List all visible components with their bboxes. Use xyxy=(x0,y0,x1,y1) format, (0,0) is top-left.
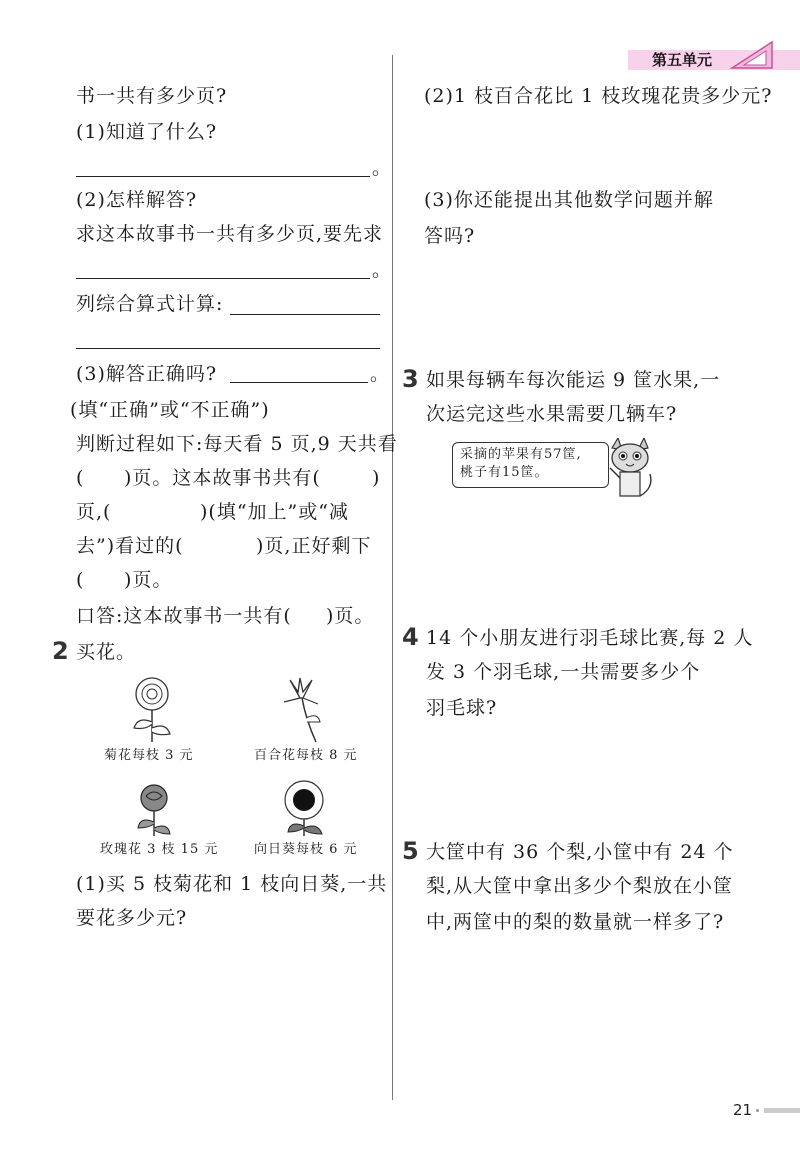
column-divider xyxy=(392,55,393,1100)
text-line: )(填“加上”或“减 xyxy=(200,501,349,523)
text-line: 书一共有多少页? xyxy=(76,85,228,107)
oral-answer: 口答:这本故事书一共有( xyxy=(76,605,292,627)
question-4-text-cont: 羽毛球? xyxy=(426,697,498,719)
question-3-text: 如果每辆车每次能运 9 筐水果,一 xyxy=(426,369,721,391)
sub-question-3-cont: 答吗? xyxy=(424,225,476,247)
oral-answer-end: )页。 xyxy=(326,605,375,627)
paren-open: ( xyxy=(76,569,85,591)
answer-blank[interactable] xyxy=(76,278,370,279)
question-number: 5 xyxy=(402,837,419,865)
chrysanthemum-image xyxy=(124,676,180,744)
text-line: )页。 xyxy=(124,569,173,591)
question-5-text-cont: 梨,从大筐中拿出多少个梨放在小筐 xyxy=(426,875,734,897)
question-3-text-cont: 次运完这些水果需要几辆车? xyxy=(426,403,678,425)
question-1-label: (1)知道了什么? xyxy=(76,121,218,143)
period: 。 xyxy=(372,157,393,179)
question-2-label: (2)怎样解答? xyxy=(76,189,198,211)
text-line: )页。这本故事书共有( xyxy=(124,467,321,489)
squirrel-character-icon xyxy=(604,438,656,504)
sunflower-caption: 向日葵每枝 6 元 xyxy=(254,842,358,857)
lily-image xyxy=(276,676,326,744)
period: 。 xyxy=(372,259,393,281)
rose-image xyxy=(132,782,178,838)
text-line: 判断过程如下:每天看 5 页,9 天共看 xyxy=(76,433,398,455)
question-5-text-cont: 中,两筐中的梨的数量就一样多了? xyxy=(426,911,725,933)
question-number: 3 xyxy=(402,365,419,393)
formula-blank[interactable] xyxy=(76,348,380,349)
page-number: 21 xyxy=(733,1101,753,1119)
paren-open: ( xyxy=(76,467,85,489)
question-4-text: 14 个小朋友进行羽毛球比赛,每 2 人 xyxy=(426,627,754,649)
unit-label: 第五单元 xyxy=(652,51,713,69)
chrysanthemum-caption: 菊花每枝 3 元 xyxy=(104,748,194,763)
question-5-text: 大筐中有 36 个梨,小筐中有 24 个 xyxy=(426,841,734,863)
sub-question-1-cont: 要花多少元? xyxy=(76,907,188,929)
text-line: 去”)看过的( xyxy=(76,535,184,557)
period: 。 xyxy=(370,363,391,385)
sub-question-1: (1)买 5 枝菊花和 1 枝向日葵,一共 xyxy=(76,873,388,895)
sunflower-image xyxy=(280,778,330,838)
speech-text: 桃子有15筐。 xyxy=(460,465,549,480)
answer-blank[interactable] xyxy=(230,382,368,383)
sub-question-3: (3)你还能提出其他数学问题并解 xyxy=(424,189,714,211)
formula-blank[interactable] xyxy=(230,314,380,315)
text-line: 求这本故事书一共有多少页,要先求 xyxy=(76,223,384,245)
question-title: 买花。 xyxy=(76,641,137,663)
question-3-label: (3)解答正确吗? xyxy=(76,363,218,385)
rose-caption: 玫瑰花 3 枝 15 元 xyxy=(100,842,219,857)
text-line: 页,( xyxy=(76,501,112,523)
speech-text: 采摘的苹果有57筐, xyxy=(460,447,582,462)
question-number: 2 xyxy=(52,637,69,665)
answer-blank[interactable] xyxy=(76,176,370,177)
question-4-text-cont: 发 3 个羽毛球,一共需要多少个 xyxy=(426,661,701,683)
text-line: )页,正好剩下 xyxy=(256,535,372,557)
sub-question-2: (2)1 枝百合花比 1 枝玫瑰花贵多少元? xyxy=(424,85,773,107)
triangle-ruler-icon xyxy=(728,38,776,72)
footer-bar xyxy=(764,1108,800,1113)
footer-dot xyxy=(756,1109,759,1112)
lily-caption: 百合花每枝 8 元 xyxy=(254,748,358,763)
question-number: 4 xyxy=(402,623,419,651)
formula-label: 列综合算式计算: xyxy=(76,293,224,315)
paren-close: ) xyxy=(372,467,381,489)
hint-text: (填“正确”或“不正确”) xyxy=(70,399,270,421)
